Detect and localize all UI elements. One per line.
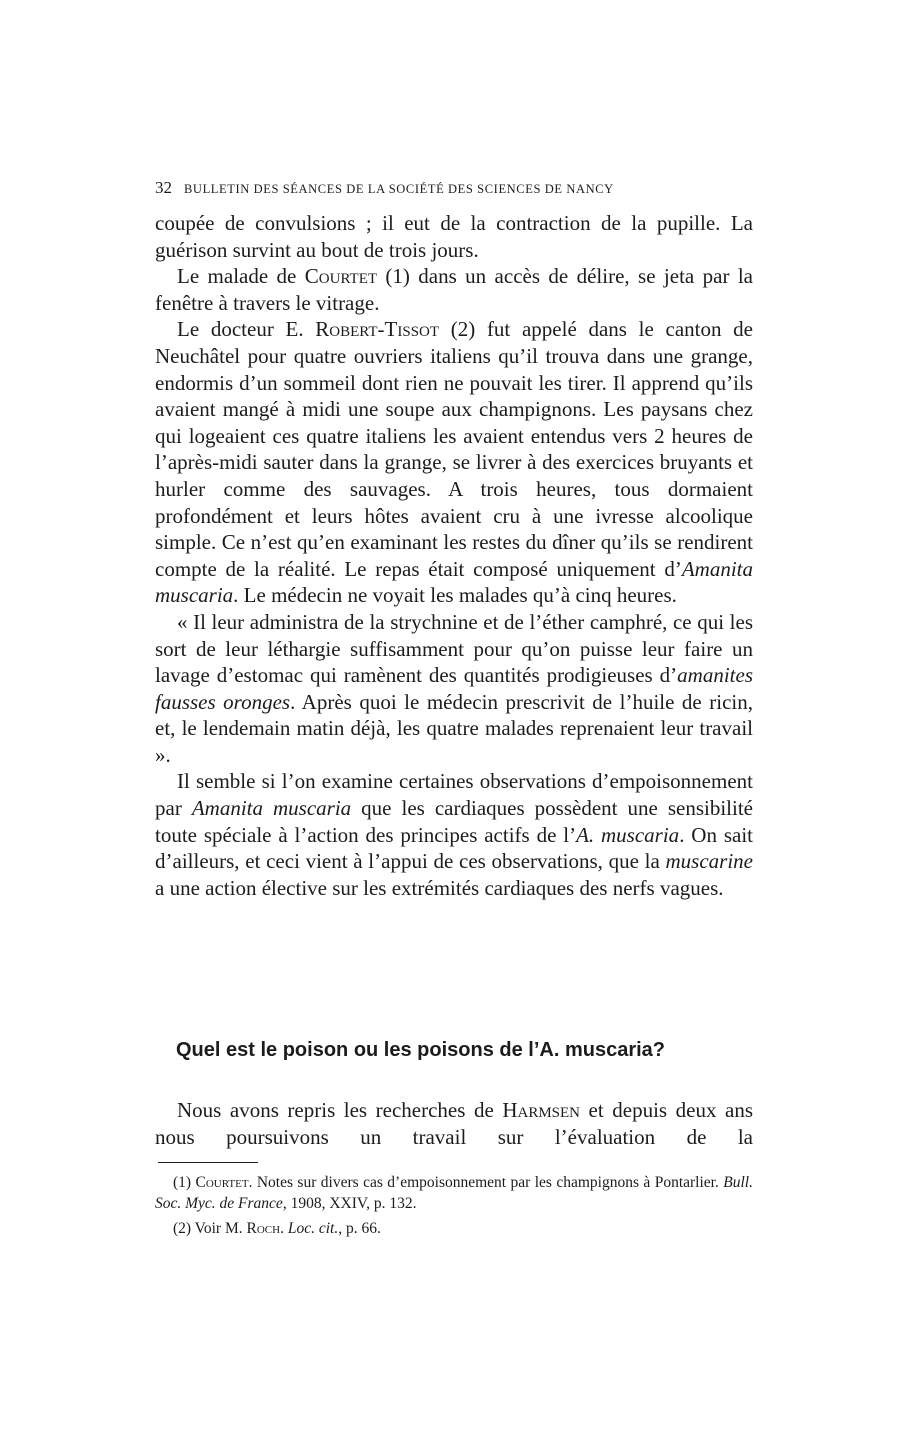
running-title: BULLETIN DES SÉANCES DE LA SOCIÉTÉ DES SCIENCES DE NANCY xyxy=(184,182,614,196)
paragraph-4-text-a: « Il leur administra de la strychnine et de l’éther camphré, ce qui les sort de leur léthargie suffisamment pour qu’on puisse leur faire un lavage d’estomac qui ramènent des quantités prodigieuses d’ xyxy=(155,609,753,688)
section-text xyxy=(155,1097,753,1150)
author-name-courtet: Courtet xyxy=(195,1174,249,1191)
footnote-2-text-c: , p. 66. xyxy=(338,1220,381,1237)
paragraph-2-text-b: (1) dans un accès de délire, se jeta par la fenêtre à travers le vitrage. xyxy=(155,264,753,315)
paragraph-5-text-c: . On sait d’ailleurs, et ceci vient à l’appui de ces observations, que la xyxy=(155,822,753,874)
author-name-roch: Roch xyxy=(246,1220,281,1237)
paragraph-1-text: coupée de convulsions ; il eut de la contraction de la pupille. La guérison survint au bout de trois jours. xyxy=(155,211,753,262)
footnote-1-text-a: . Notes sur divers cas d’empoisonnement par les champignons à Pontarlier. xyxy=(248,1174,724,1191)
footnote-2-text-a: Voir M. xyxy=(194,1220,247,1237)
footnotes xyxy=(155,1172,753,1239)
citation-abbrev: Loc. cit. xyxy=(287,1220,339,1237)
species-name: Amanita muscaria xyxy=(191,796,352,821)
paragraph-5-text-b: que les cardiaques possèdent une sensibilité toute spéciale à l’action des principes actifs de l’ xyxy=(155,796,753,847)
species-name: amanites fausses oronges xyxy=(155,663,753,714)
compound-name: muscarine xyxy=(665,849,753,874)
footnote-1-text-b: , 1908, XXIV, p. 132. xyxy=(282,1195,417,1212)
paragraph-2-text-a: Le malade de xyxy=(177,264,305,289)
paragraph-4-text-b: . Après quoi le médecin prescrivit de l’huile de ricin, et, le lendemain matin déjà, les quatre malades reprenaient leur travail ». xyxy=(155,689,753,767)
paragraph-5-text-d: a une action élective sur les extrémités cardiaques des nerfs vagues. xyxy=(155,875,724,900)
paragraph-6 xyxy=(155,1097,753,1150)
footnote-number: (2) xyxy=(173,1220,195,1237)
section-heading: Quel est le poison ou les poisons de l’A. muscaria? xyxy=(176,1039,666,1061)
paragraph-3-text-c: . Le médecin ne voyait les malades qu’à cinq heures. xyxy=(233,583,677,608)
species-name: A. muscaria xyxy=(576,822,680,847)
paragraph-3-text-b: (2) fut appelé dans le canton de Neuchâtel pour quatre ouvriers italiens qu’il trouva dans une grange, endormis d’un sommeil dont rien ne pouvait les tirer. Il apprend qu’ils avaient mangé à midi une soupe aux champignons. Les paysans chez qui logeaient ces quatre italiens les avaient entendus vers 2 heures de l’après-midi sauter dans la grange, se livrer à des exercices bruyants et hurler comme des sauvages. A trois heures, tous dormaient profondément et leurs hôtes avaient cru à une ivresse alcoolique simple. Ce n’est qu’en examinant les restes du dîner qu’ils se rendirent compte de la réalité. Le repas était composé uniquement d’ xyxy=(155,317,753,581)
paragraph-5-text-a: Il semble si l’on examine certaines observations d’empoisonnement par xyxy=(155,769,753,821)
paragraph-3 xyxy=(155,316,753,609)
paragraph-1 xyxy=(155,210,753,263)
author-name-harmsen: Harmsen xyxy=(502,1098,581,1122)
page-number: 32 xyxy=(155,178,172,197)
species-name: Amanita muscaria xyxy=(155,556,753,608)
footnote-2 xyxy=(155,1218,753,1239)
footnote-number: (1) xyxy=(173,1174,196,1191)
paragraph-6-text-a: Nous avons repris les recherches de xyxy=(177,1098,503,1122)
paragraph-3-text-a: Le docteur E. xyxy=(177,317,316,342)
journal-title: Bull. Soc. Myc. de France xyxy=(155,1174,753,1212)
paragraph-4 xyxy=(155,609,753,769)
paragraph-6-text-b: et depuis deux ans nous poursuivons un travail sur l’évaluation de la xyxy=(155,1098,753,1149)
paragraph-2 xyxy=(155,263,753,316)
author-name-courtet: Courtet xyxy=(304,264,378,289)
footnote-1 xyxy=(155,1172,753,1214)
main-text xyxy=(155,210,753,901)
footnote-2-text-b: . xyxy=(280,1220,288,1237)
running-header xyxy=(155,178,755,198)
author-name-robert-tissot: Robert-Tissot xyxy=(315,317,440,342)
footnote-rule xyxy=(158,1162,258,1163)
paragraph-5 xyxy=(155,768,753,901)
